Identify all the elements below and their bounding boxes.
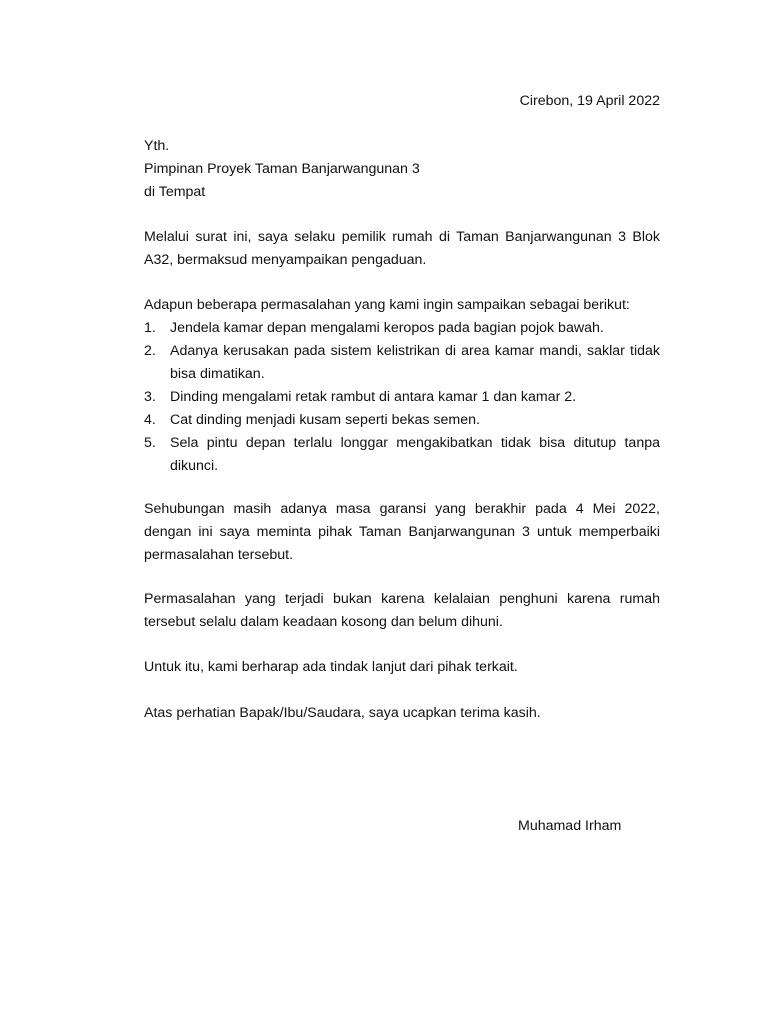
problem-text: Sela pintu depan terlalu longgar mengakibatkan tidak bisa ditutup tanpa dikunci. — [170, 435, 660, 474]
problem-list — [144, 317, 660, 478]
warranty-paragraph: Sehubungan masih adanya masa garansi yang berakhir pada 4 Mei 2022, dengan ini saya meminta pihak Taman Banjarwangunan 3 untuk memperbaiki permasalahan tersebut. — [144, 501, 660, 563]
problem-number: 1. — [144, 320, 156, 336]
problem-number: 4. — [144, 412, 156, 428]
recipient-block — [144, 135, 660, 204]
recipient-location: di Tempat — [144, 184, 206, 200]
cause-paragraph: Permasalahan yang terjadi bukan karena kelalaian penghuni karena rumah tersebut selalu dalam keadaan kosong dan belum dihuni. — [144, 591, 660, 630]
problem-text: Cat dinding menjadi kusam seperti bekas semen. — [170, 412, 480, 428]
recipient-salutation: Yth. — [144, 138, 170, 154]
intro-paragraph: Melalui surat ini, saya selaku pemilik rumah di Taman Banjarwangunan 3 Blok A32, bermaksud menyampaikan pengaduan. — [144, 229, 660, 268]
closing-paragraph: Atas perhatian Bapak/Ibu/Saudara, saya ucapkan terima kasih. — [144, 705, 541, 721]
problem-text: Dinding mengalami retak rambut di antara kamar 1 dan kamar 2. — [170, 389, 577, 405]
problem-number: 3. — [144, 389, 156, 405]
problem-text: Adanya kerusakan pada sistem kelistrikan di area kamar mandi, saklar tidak bisa dimatikan. — [170, 343, 660, 382]
problem-text: Jendela kamar depan mengalami keropos pada bagian pojok bawah. — [170, 320, 604, 336]
recipient-name: Pimpinan Proyek Taman Banjarwangunan 3 — [144, 161, 420, 177]
problem-item — [144, 409, 660, 432]
problem-item — [144, 317, 660, 340]
place-date: Cirebon, 19 April 2022 — [519, 93, 660, 109]
problem-number: 5. — [144, 435, 156, 451]
problem-number: 2. — [144, 343, 156, 359]
problems-title: Adapun beberapa permasalahan yang kami ingin sampaikan sebagai berikut: — [144, 297, 630, 313]
signature-name: Muhamad Irham — [518, 818, 622, 834]
problem-item — [144, 386, 660, 409]
followup-paragraph: Untuk itu, kami berharap ada tindak lanjut dari pihak terkait. — [144, 659, 518, 675]
problems-section — [144, 294, 660, 478]
problem-item — [144, 432, 660, 478]
problem-item — [144, 340, 660, 386]
